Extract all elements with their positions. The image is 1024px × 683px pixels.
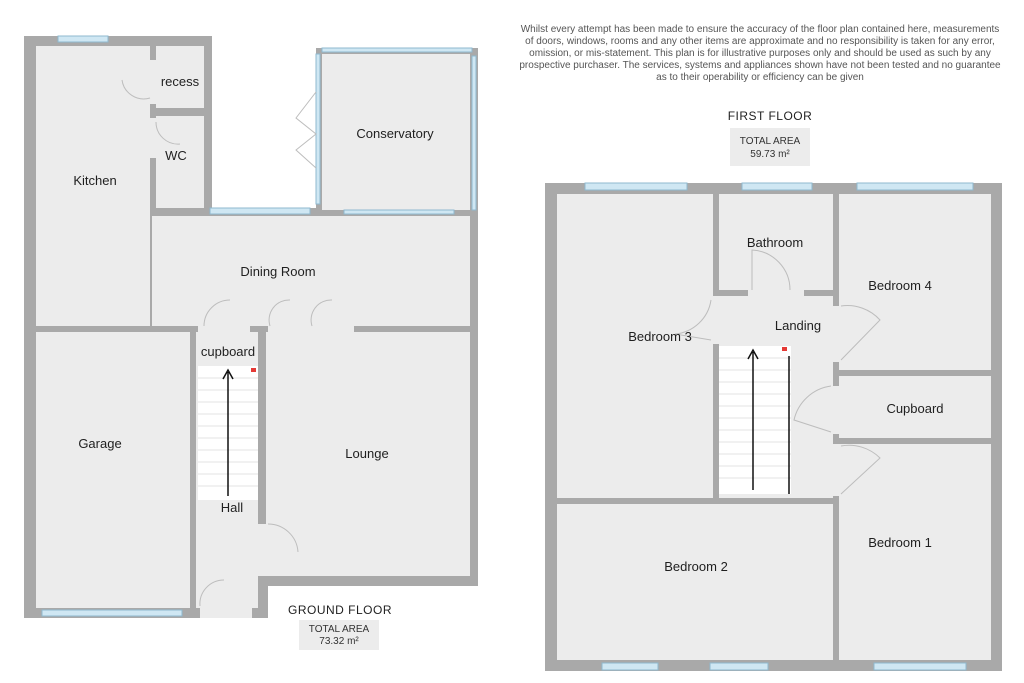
- garage-room: [36, 332, 190, 608]
- kitchen-label: Kitchen: [73, 173, 117, 188]
- conservatory-double-door-swing: [296, 92, 316, 168]
- bedroom-1-label: Bedroom 1: [868, 535, 932, 550]
- cupboard-door-gap: [831, 386, 841, 434]
- bedroom-1-room: [839, 444, 991, 660]
- lounge-door-gap: [268, 326, 354, 334]
- garage-label: Garage: [78, 436, 122, 451]
- bedroom-3-window: [585, 183, 687, 190]
- first-stair-marker: [782, 347, 787, 351]
- bedroom-4-door-gap: [831, 306, 841, 362]
- bedroom-2-label: Bedroom 2: [664, 559, 728, 574]
- dining-window: [210, 208, 310, 214]
- cupboard-label: cupboard: [200, 344, 256, 359]
- bedroom-4-window: [857, 183, 973, 190]
- ground-floor-area-label: TOTAL AREA: [308, 624, 370, 635]
- garage-door-window: [42, 610, 182, 616]
- first-floor-title: FIRST FLOOR: [727, 109, 813, 123]
- dining-room-label: Dining Room: [240, 264, 316, 279]
- first-floor-plan: [545, 109, 1002, 671]
- kitchen-window: [58, 36, 108, 42]
- ground-stair-marker: [251, 368, 256, 372]
- first-floor-area-value: 59.73 m²: [750, 149, 790, 160]
- first-staircase: [719, 346, 791, 494]
- bedroom-2-room: [557, 504, 833, 660]
- lounge-label: Lounge: [345, 446, 389, 461]
- front-door-gap: [200, 606, 252, 618]
- bedroom-4-label: Bedroom 4: [868, 278, 932, 293]
- cupboard-door-gap: [198, 326, 250, 334]
- recess-label: recess: [160, 74, 200, 89]
- bedroom-1-window: [874, 663, 966, 670]
- first-floor-area-label: TOTAL AREA: [739, 136, 801, 147]
- cupboard-label-first: Cupboard: [886, 401, 944, 416]
- conservatory-label: Conservatory: [356, 126, 434, 141]
- hall-label: Hall: [220, 500, 244, 515]
- disclaimer-line-4: prospective purchaser. The services, systems and appliances shown have not been tested and no guarantee: [519, 60, 1001, 71]
- conservatory-window-south: [344, 210, 454, 214]
- conservatory-window-west: [316, 54, 320, 204]
- bedroom-2-window-right: [710, 663, 768, 670]
- conservatory-window-east: [472, 56, 476, 210]
- ground-floor-area-value: 73.32 m²: [319, 636, 359, 647]
- disclaimer-line-3: omission, or mis-statement. This plan is for illustrative purposes only and should be used as such by any: [529, 48, 991, 59]
- ground-floor-plan: [24, 36, 478, 650]
- disclaimer-line-1: Whilst every attempt has been made to ensure the accuracy of the floor plan contained here, measurements: [520, 24, 1000, 35]
- first-floor-area-box: [730, 128, 810, 166]
- ground-floor-title: GROUND FLOOR: [287, 603, 393, 617]
- bedroom-1-door-gap: [831, 444, 841, 496]
- landing-label: Landing: [774, 318, 822, 333]
- bedroom-3-door-gap: [711, 296, 721, 344]
- bathroom-window: [742, 183, 812, 190]
- disclaimer: [519, 24, 1001, 83]
- bathroom-label: Bathroom: [746, 235, 804, 250]
- bedroom-3-label: Bedroom 3: [628, 329, 692, 344]
- bedroom-2-window-left: [602, 663, 658, 670]
- lounge-hall-door-gap: [258, 524, 268, 576]
- disclaimer-line-5: as to their operability or efficiency can be given: [656, 72, 864, 83]
- recess-door-gap: [148, 60, 158, 104]
- disclaimer-line-2: of doors, windows, rooms and any other items are approximate and no responsibility is taken for any error,: [525, 36, 995, 47]
- bedroom-3-room: [557, 194, 713, 498]
- conservatory-window-north: [322, 48, 472, 52]
- wc-label: WC: [165, 148, 187, 163]
- bathroom-door-gap: [748, 288, 804, 298]
